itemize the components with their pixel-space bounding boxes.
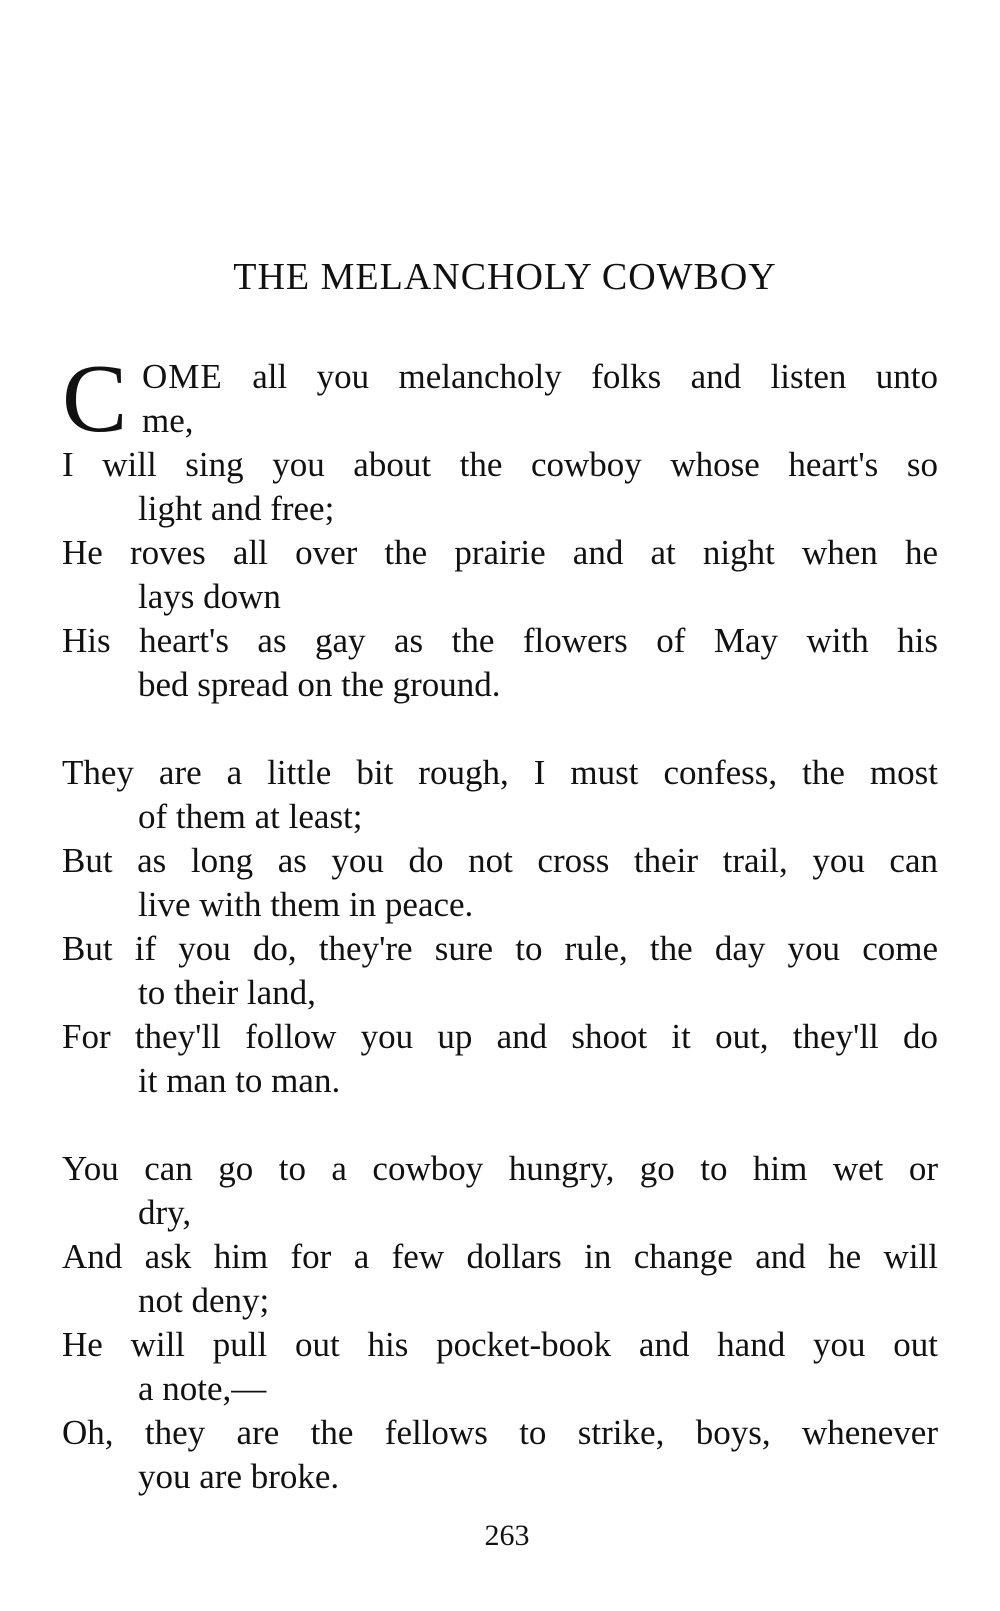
- poem-line: [62, 1147, 938, 1235]
- line-continuation: lays down: [138, 577, 281, 616]
- line-text: For they'll follow you up and shoot it out, they'll do: [62, 1017, 938, 1056]
- line-continuation: bed spread on the ground.: [138, 665, 501, 704]
- line-first-part: [142, 355, 938, 399]
- line-continuation: to their land,: [138, 973, 316, 1012]
- stanza-1: [62, 345, 938, 707]
- poem-line: [62, 1323, 938, 1411]
- line-continuation: dry,: [138, 1193, 192, 1232]
- poem-line: [62, 839, 938, 927]
- drop-cap: C: [62, 345, 128, 453]
- poem-title: THE MELANCHOLY COWBOY: [233, 256, 777, 298]
- stanza-2: [62, 751, 938, 1103]
- line-continuation: it man to man.: [138, 1061, 341, 1100]
- poem-line: [62, 443, 938, 531]
- line-continuation: a note,—: [138, 1369, 267, 1408]
- poem-line: [62, 345, 938, 453]
- line-text: He will pull out his pocket-book and hand you out: [62, 1325, 938, 1364]
- drop-cap-continuation: OME: [142, 357, 223, 396]
- line-text: Oh, they are the fellows to strike, boys, whenever: [62, 1413, 938, 1452]
- poem-body: [62, 345, 938, 1499]
- poem-line: [62, 1235, 938, 1323]
- stanza-3: [62, 1147, 938, 1499]
- line-text: They are a little bit rough, I must confess, the most: [62, 753, 938, 792]
- poem-line: [62, 1015, 938, 1103]
- line-continuation: me,: [142, 401, 194, 440]
- page-number: 263: [484, 1519, 530, 1552]
- line-text: And ask him for a few dollars in change and he will: [62, 1237, 938, 1276]
- poem-line: [62, 619, 938, 707]
- line-continuation: of them at least;: [138, 797, 363, 836]
- line-continuation: live with them in peace.: [138, 885, 474, 924]
- line-continuation: not deny;: [138, 1281, 270, 1320]
- line-continuation: light and free;: [138, 489, 335, 528]
- line-text: You can go to a cowboy hungry, go to him wet or: [62, 1149, 938, 1188]
- line-text: He roves all over the prairie and at night when he: [62, 533, 938, 572]
- line-text: But if you do, they're sure to rule, the day you come: [62, 929, 938, 968]
- line-text: His heart's as gay as the flowers of May with his: [62, 621, 938, 660]
- poem-line: [62, 531, 938, 619]
- poem-line: [62, 1411, 938, 1499]
- line-text: I will sing you about the cowboy whose heart's so: [62, 445, 938, 484]
- poem-line: [62, 751, 938, 839]
- line-continuation: you are broke.: [138, 1457, 340, 1496]
- line-text: But as long as you do not cross their trail, you can: [62, 841, 938, 880]
- line-text: all you melancholy folks and listen unto: [252, 357, 938, 396]
- poem-line: [62, 927, 938, 1015]
